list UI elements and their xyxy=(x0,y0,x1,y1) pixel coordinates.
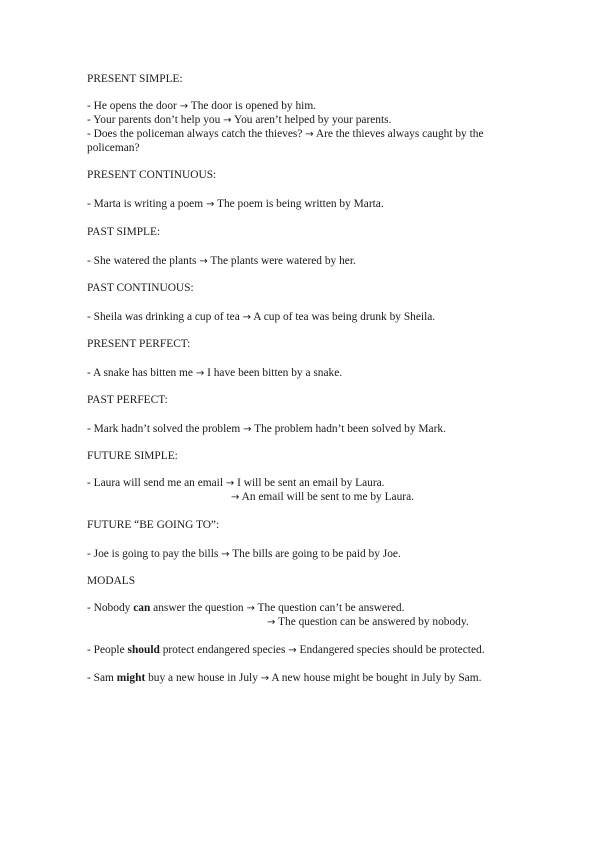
arrow-icon: → xyxy=(267,617,276,628)
example-line xyxy=(87,113,391,128)
arrow-icon: → xyxy=(179,101,189,112)
passive-sentence: The bills are going to be paid by Joe. xyxy=(232,548,401,560)
arrow-icon: → xyxy=(243,424,252,435)
arrow-icon: → xyxy=(246,603,255,614)
active-sentence: - She watered the plants xyxy=(87,255,197,267)
example-line xyxy=(87,643,485,658)
alternative-passive-line xyxy=(231,490,414,505)
example-line xyxy=(87,99,316,114)
active-sentence-end: protect endangered species xyxy=(162,644,286,656)
active-sentence: - Sheila was drinking a cup of tea xyxy=(87,311,240,323)
example-line xyxy=(87,310,435,325)
passive-sentence: The plants were watered by her. xyxy=(210,255,356,267)
example-line xyxy=(87,547,401,562)
arrow-icon: → xyxy=(231,492,240,503)
passive-sentence: The door is opened by him. xyxy=(190,100,317,112)
active-sentence-start: - People xyxy=(87,644,125,656)
passive-sentence: You aren’t helped by your parents. xyxy=(234,114,392,126)
arrow-icon: → xyxy=(242,312,252,323)
arrow-icon: → xyxy=(221,549,230,560)
passive-sentence: The problem hadn’t been solved by Mark. xyxy=(254,423,446,435)
active-sentence: - Marta is writing a poem xyxy=(87,198,204,210)
active-sentence-start: - Nobody xyxy=(87,602,131,614)
modal-verb: might xyxy=(116,672,146,684)
alternative-passive-line xyxy=(267,615,469,630)
modal-verb: should xyxy=(127,644,160,656)
arrow-icon: → xyxy=(225,478,235,489)
arrow-icon: → xyxy=(260,673,270,684)
section-heading-present-simple: PRESENT SIMPLE: xyxy=(87,73,183,85)
arrow-icon: → xyxy=(305,129,314,140)
arrow-icon: → xyxy=(205,199,215,210)
passive-sentence: I will be sent an email by Laura. xyxy=(237,477,385,489)
active-sentence-start: - Sam xyxy=(87,672,114,684)
example-line xyxy=(87,254,356,269)
example-line xyxy=(87,476,385,491)
section-heading-past-perfect: PAST PERFECT: xyxy=(87,394,168,406)
arrow-icon: → xyxy=(223,115,232,126)
arrow-icon: → xyxy=(199,256,208,267)
active-sentence: - Joe is going to pay the bills xyxy=(87,548,219,560)
section-heading-past-simple: PAST SIMPLE: xyxy=(87,226,161,238)
section-heading-future-simple: FUTURE SIMPLE: xyxy=(87,450,178,462)
section-heading-future-going-to: FUTURE “BE GOING TO”: xyxy=(87,519,220,531)
section-heading-modals: MODALS xyxy=(87,575,136,587)
example-line xyxy=(87,601,404,616)
passive-sentence: Endangered species should be protected. xyxy=(299,644,485,656)
active-sentence-end: buy a new house in July xyxy=(148,672,258,684)
active-sentence: - A snake has bitten me xyxy=(87,367,193,379)
active-sentence: - Your parents don’t help you xyxy=(87,114,221,126)
section-heading-past-continuous: PAST CONTINUOUS: xyxy=(87,282,194,294)
section-heading-present-perfect: PRESENT PERFECT: xyxy=(87,338,191,350)
arrow-icon: → xyxy=(288,645,297,656)
passive-sentence-alt: The question can be answered by nobody. xyxy=(278,616,469,628)
passive-sentence: A new house might be bought in July by Sam. xyxy=(271,672,482,684)
passive-sentence: The poem is being written by Marta. xyxy=(217,198,384,210)
section-heading-present-continuous: PRESENT CONTINUOUS: xyxy=(87,169,217,181)
example-line xyxy=(87,671,481,686)
example-line xyxy=(87,127,484,142)
arrow-icon: → xyxy=(195,368,205,379)
example-line xyxy=(87,422,446,437)
passive-sentence: I have been bitten by a snake. xyxy=(207,367,343,379)
active-sentence: - Laura will send me an email xyxy=(87,477,224,489)
modal-verb: can xyxy=(133,602,151,614)
passive-sentence: The question can’t be answered. xyxy=(257,602,405,614)
active-sentence: - He opens the door xyxy=(87,100,177,112)
passive-sentence: A cup of tea was being drunk by Sheila. xyxy=(253,311,436,323)
passive-sentence-alt: An email will be sent to me by Laura. xyxy=(241,491,415,503)
active-sentence-end: answer the question xyxy=(153,602,244,614)
passive-continuation: policeman? xyxy=(87,142,140,154)
example-line xyxy=(87,366,342,381)
active-sentence: - Mark hadn’t solved the problem xyxy=(87,423,241,435)
passive-sentence: Are the thieves always caught by the xyxy=(315,128,484,140)
example-line xyxy=(87,197,384,212)
active-sentence: - Does the policeman always catch the thieves? xyxy=(87,128,303,140)
